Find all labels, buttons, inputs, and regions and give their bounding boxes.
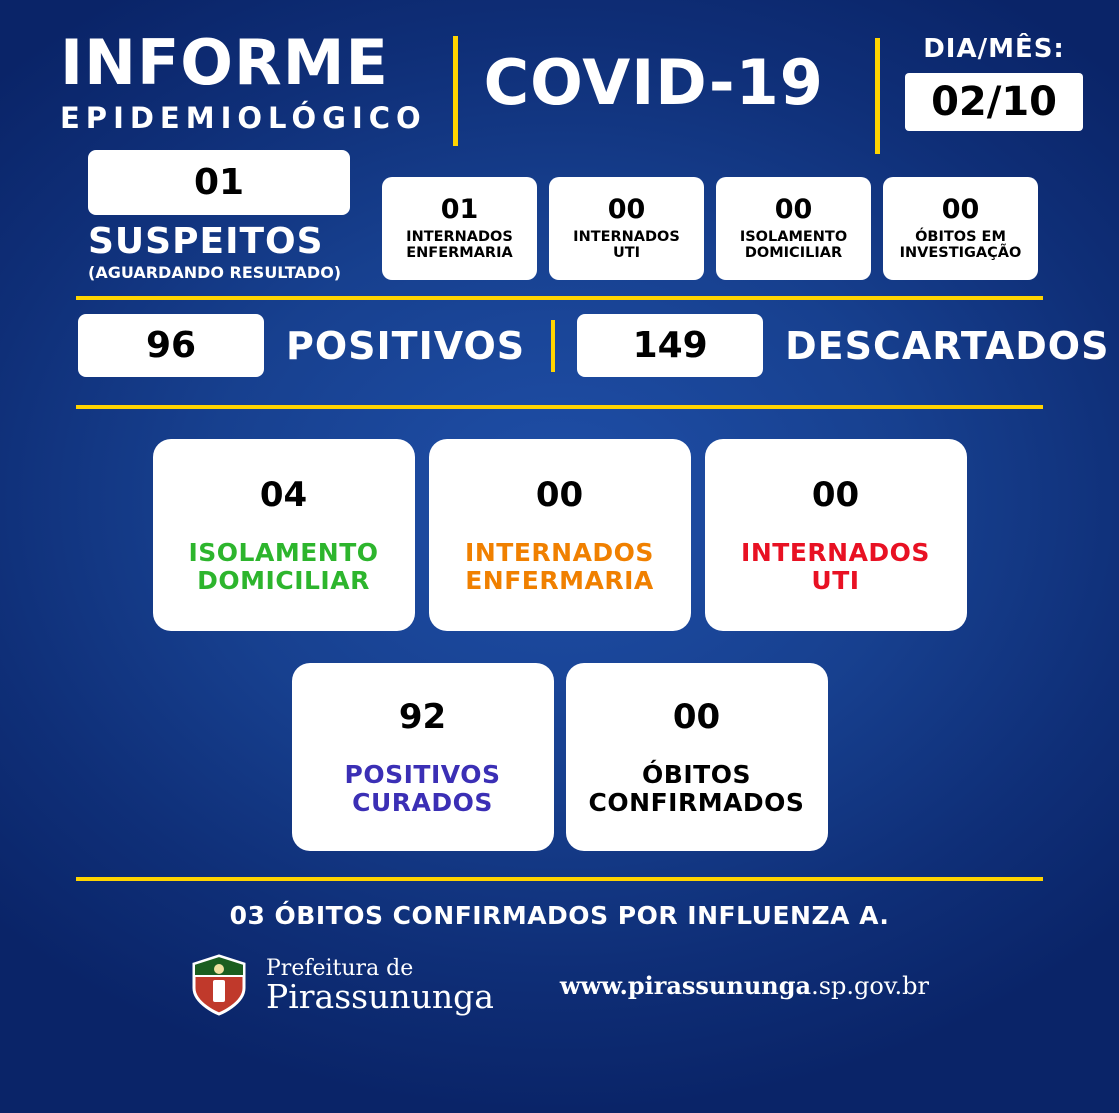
card-value: 92 bbox=[398, 697, 447, 737]
card-internados-enfermaria bbox=[429, 439, 691, 631]
card-label-line1: INTERNADOS bbox=[406, 228, 513, 245]
card-value: 04 bbox=[259, 475, 308, 515]
card-label-line1: ISOLAMENTO bbox=[739, 228, 848, 245]
prefeitura-line2: Pirassununga bbox=[266, 976, 494, 1016]
positivos-label: POSITIVOS bbox=[286, 323, 526, 368]
suspects-card-obitos-investigacao bbox=[883, 177, 1038, 280]
card-label-line2: DOMICILIAR bbox=[744, 245, 843, 262]
positivos-value: 96 bbox=[78, 314, 264, 377]
suspects-summary bbox=[88, 150, 350, 282]
card-label bbox=[465, 539, 654, 595]
card-label bbox=[573, 229, 680, 262]
card-value: 00 bbox=[941, 193, 980, 225]
suspects-card-internados-uti bbox=[549, 177, 704, 280]
card-label-line1: INTERNADOS bbox=[573, 228, 680, 245]
suspects-label: SUSPEITOS bbox=[88, 221, 324, 262]
city-crest-icon bbox=[190, 952, 248, 1018]
totals-section bbox=[0, 300, 1119, 391]
card-obitos-confirmados bbox=[566, 663, 828, 851]
card-label bbox=[740, 229, 847, 262]
footer bbox=[0, 952, 1119, 1018]
page-subtitle: EPIDEMIOLÓGICO bbox=[60, 100, 427, 135]
header-divider bbox=[453, 36, 458, 146]
suspects-card-isolamento-domiciliar bbox=[716, 177, 871, 280]
card-value: 00 bbox=[774, 193, 813, 225]
suspects-section bbox=[0, 140, 1119, 282]
card-label bbox=[741, 539, 930, 595]
website-url bbox=[560, 971, 929, 1000]
suspects-sublabel: (AGUARDANDO RESULTADO) bbox=[88, 263, 342, 282]
prefeitura-logo-text bbox=[266, 955, 494, 1016]
card-label-line2: CURADOS bbox=[352, 788, 493, 817]
descartados-label: DESCARTADOS bbox=[785, 323, 1110, 368]
website-url-tld: .sp.gov.br bbox=[811, 971, 929, 1000]
date-value: 02/10 bbox=[905, 73, 1083, 131]
totals-divider bbox=[551, 320, 555, 372]
descartados-value: 149 bbox=[577, 314, 763, 377]
prefeitura-line1: Prefeitura de bbox=[266, 955, 414, 981]
covid-title: COVID-19 bbox=[483, 46, 824, 119]
card-label-line2: ENFERMARIA bbox=[406, 245, 513, 262]
suspects-count: 01 bbox=[88, 150, 350, 215]
card-label-line1: INTERNADOS bbox=[465, 538, 654, 567]
card-label bbox=[345, 761, 501, 817]
card-value: 00 bbox=[607, 193, 646, 225]
card-value: 00 bbox=[672, 697, 721, 737]
card-positivos-curados bbox=[292, 663, 554, 851]
title-block bbox=[60, 26, 427, 135]
card-label-line1: ISOLAMENTO bbox=[188, 538, 379, 567]
card-label-line1: ÓBITOS EM bbox=[915, 228, 1006, 245]
card-label bbox=[188, 539, 378, 595]
date-label: DIA/MÊS: bbox=[923, 34, 1065, 64]
website-url-main: www.pirassununga bbox=[559, 970, 812, 1000]
suspects-cards bbox=[382, 177, 1038, 280]
suspects-card-internados-enfermaria bbox=[382, 177, 537, 280]
card-label-line2: CONFIRMADOS bbox=[588, 788, 805, 817]
card-label-line2: INVESTIGAÇÃO bbox=[899, 245, 1022, 262]
breakdown-row-1 bbox=[0, 439, 1119, 631]
date-block bbox=[875, 34, 1083, 131]
card-value: 00 bbox=[811, 475, 860, 515]
card-label-line2: UTI bbox=[612, 245, 641, 262]
card-label bbox=[589, 761, 805, 817]
influenza-note: 03 ÓBITOS CONFIRMADOS POR INFLUENZA A. bbox=[229, 901, 890, 930]
card-label bbox=[900, 229, 1022, 262]
card-value: 01 bbox=[440, 193, 479, 225]
page-title: INFORME bbox=[60, 26, 389, 99]
card-label-line1: ÓBITOS bbox=[642, 760, 751, 789]
card-label-line1: POSITIVOS bbox=[344, 760, 501, 789]
card-label-line2: DOMICILIAR bbox=[197, 566, 370, 595]
card-label bbox=[406, 229, 513, 262]
divider-middle bbox=[76, 405, 1043, 409]
breakdown-row-2 bbox=[0, 663, 1119, 851]
card-label-line2: ENFERMARIA bbox=[465, 566, 654, 595]
card-isolamento-domiciliar bbox=[153, 439, 415, 631]
card-value: 00 bbox=[535, 475, 584, 515]
card-label-line1: INTERNADOS bbox=[741, 538, 930, 567]
header bbox=[0, 0, 1119, 140]
divider-bottom bbox=[76, 877, 1043, 881]
card-label-line2: UTI bbox=[811, 566, 860, 595]
card-internados-uti bbox=[705, 439, 967, 631]
